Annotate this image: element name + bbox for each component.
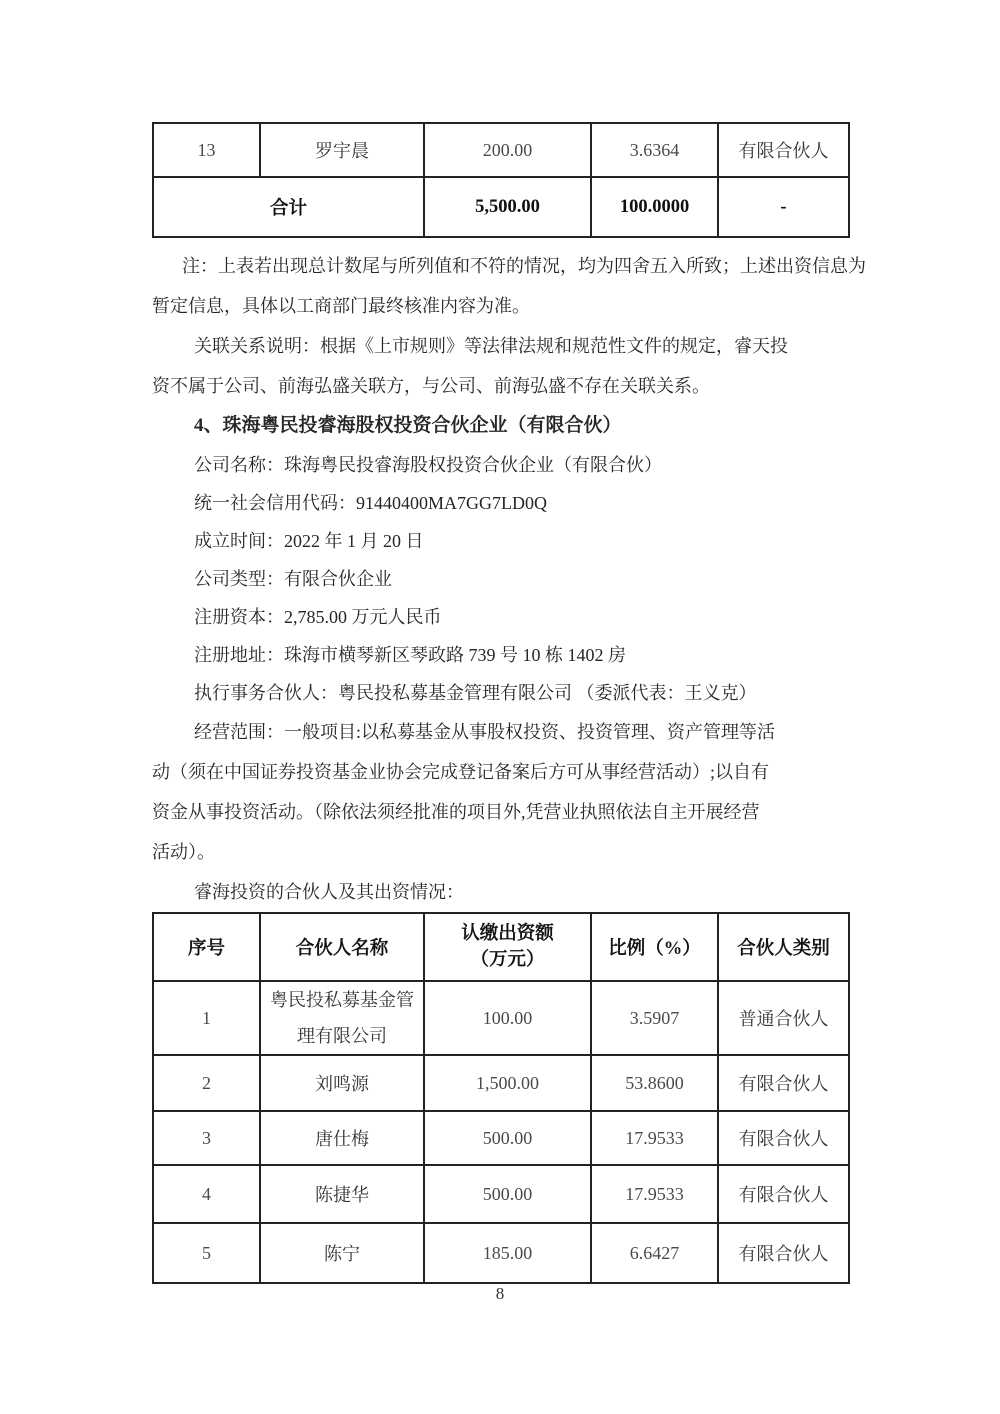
cell-partner-type: 有限合伙人 xyxy=(718,123,849,177)
table-row-13 xyxy=(153,123,849,177)
cell-partner-type: 有限合伙人 xyxy=(718,1111,849,1165)
business-scope-paragraph xyxy=(152,712,848,872)
registered-capital-line: 注册资本：2,785.00 万元人民币 xyxy=(194,607,442,627)
header-amount-line-2: （万元） xyxy=(470,950,545,970)
header-amount-line-1: 认缴出资额 xyxy=(461,924,554,944)
partners-table xyxy=(152,912,850,1284)
cell-amount: 500.00 xyxy=(424,1111,591,1165)
note-line-2: 暂定信息，具体以工商部门最终核准内容为准。 xyxy=(152,296,530,316)
scope-line-1: 经营范围：一般项目:以私募基金从事股权投资、投资管理、资产管理等活 xyxy=(194,722,775,742)
cell-ratio: 3.6364 xyxy=(591,123,718,177)
header-partner-type: 合伙人类别 xyxy=(718,913,849,981)
header-ratio: 比例（%） xyxy=(591,913,718,981)
table-total-row xyxy=(153,177,849,237)
note-line-1: 注：上表若出现总计数尾与所列值和不符的情况，均为四舍五入所致；上述出资信息为 xyxy=(182,256,866,276)
partner-row-1 xyxy=(153,981,849,1055)
credit-code-line: 统一社会信用代码：91440400MA7GG7LD0Q xyxy=(194,493,547,513)
cell-amount: 185.00 xyxy=(424,1223,591,1283)
partners-intro-line: 睿海投资的合伙人及其出资情况： xyxy=(194,882,464,902)
cell-partner-name: 陈捷华 xyxy=(260,1165,424,1223)
cell-serial: 3 xyxy=(153,1111,260,1165)
cell-serial: 5 xyxy=(153,1223,260,1283)
cell-partner-type: 有限合伙人 xyxy=(718,1223,849,1283)
note-paragraph xyxy=(152,246,866,326)
cell-ratio: 53.8600 xyxy=(591,1055,718,1111)
company-name-line: 公司名称：珠海粤民投睿海股权投资合伙企业（有限合伙） xyxy=(194,455,662,475)
company-type-line: 公司类型：有限合伙企业 xyxy=(194,569,392,589)
cell-ratio: 3.5907 xyxy=(591,981,718,1055)
cell-serial: 1 xyxy=(153,981,260,1055)
cell-partner-type: 普通合伙人 xyxy=(718,981,849,1055)
partner-row-5 xyxy=(153,1223,849,1283)
cell-amount: 500.00 xyxy=(424,1165,591,1223)
section-heading: 4、珠海粤民投睿海股权投资合伙企业（有限合伙） xyxy=(194,415,622,436)
cell-amount: 100.00 xyxy=(424,981,591,1055)
cell-amount: 1,500.00 xyxy=(424,1055,591,1111)
header-serial: 序号 xyxy=(153,913,260,981)
cell-partner-name: 刘鸣源 xyxy=(260,1055,424,1111)
established-line: 成立时间：2022 年 1 月 20 日 xyxy=(194,531,424,551)
cell-total-label: 合计 xyxy=(153,177,424,237)
cell-partner-name: 陈宁 xyxy=(260,1223,424,1283)
cell-amount: 200.00 xyxy=(424,123,591,177)
cell-serial: 2 xyxy=(153,1055,260,1111)
scope-line-2: 动（须在中国证券投资基金业协会完成登记备案后方可从事经营活动）;以自有 xyxy=(152,762,769,782)
cell-serial: 4 xyxy=(153,1165,260,1223)
scope-line-4: 活动）。 xyxy=(152,842,215,862)
cell-ratio: 17.9533 xyxy=(591,1111,718,1165)
partner-row-3 xyxy=(153,1111,849,1165)
cell-serial: 13 xyxy=(153,123,260,177)
relation-paragraph xyxy=(152,326,848,406)
cell-total-ratio: 100.0000 xyxy=(591,177,718,237)
header-partner-name: 合伙人名称 xyxy=(260,913,424,981)
partner-row-4 xyxy=(153,1165,849,1223)
page-number: 8 xyxy=(495,1284,505,1303)
cell-total-type: - xyxy=(718,177,849,237)
header-amount xyxy=(424,913,591,981)
relation-line-2: 资不属于公司、前海弘盛关联方，与公司、前海弘盛不存在关联关系。 xyxy=(152,376,710,396)
cell-partner-name: 粤民投私募基金管理有限公司 xyxy=(260,981,424,1055)
partners-table-header-row xyxy=(153,913,849,981)
executive-partner-line: 执行事务合伙人：粤民投私募基金管理有限公司 （委派代表：王义克） xyxy=(194,683,757,703)
cell-partner-name: 罗宇晨 xyxy=(260,123,424,177)
page-content xyxy=(152,0,866,1284)
partner-row-2 xyxy=(153,1055,849,1111)
cell-total-amount: 5,500.00 xyxy=(424,177,591,237)
cell-partner-type: 有限合伙人 xyxy=(718,1055,849,1111)
company-info xyxy=(152,446,848,712)
contribution-table-continued xyxy=(152,122,850,238)
cell-ratio: 6.6427 xyxy=(591,1223,718,1283)
scope-line-3: 资金从事投资活动。（除依法须经批准的项目外,凭营业执照依法自主开展经营 xyxy=(152,802,760,822)
cell-partner-name: 唐仕梅 xyxy=(260,1111,424,1165)
cell-partner-type: 有限合伙人 xyxy=(718,1165,849,1223)
relation-line-1: 关联关系说明：根据《上市规则》等法律法规和规范性文件的规定，睿天投 xyxy=(194,336,788,356)
registered-address-line: 注册地址：珠海市横琴新区琴政路 739 号 10 栋 1402 房 xyxy=(194,645,626,665)
cell-ratio: 17.9533 xyxy=(591,1165,718,1223)
